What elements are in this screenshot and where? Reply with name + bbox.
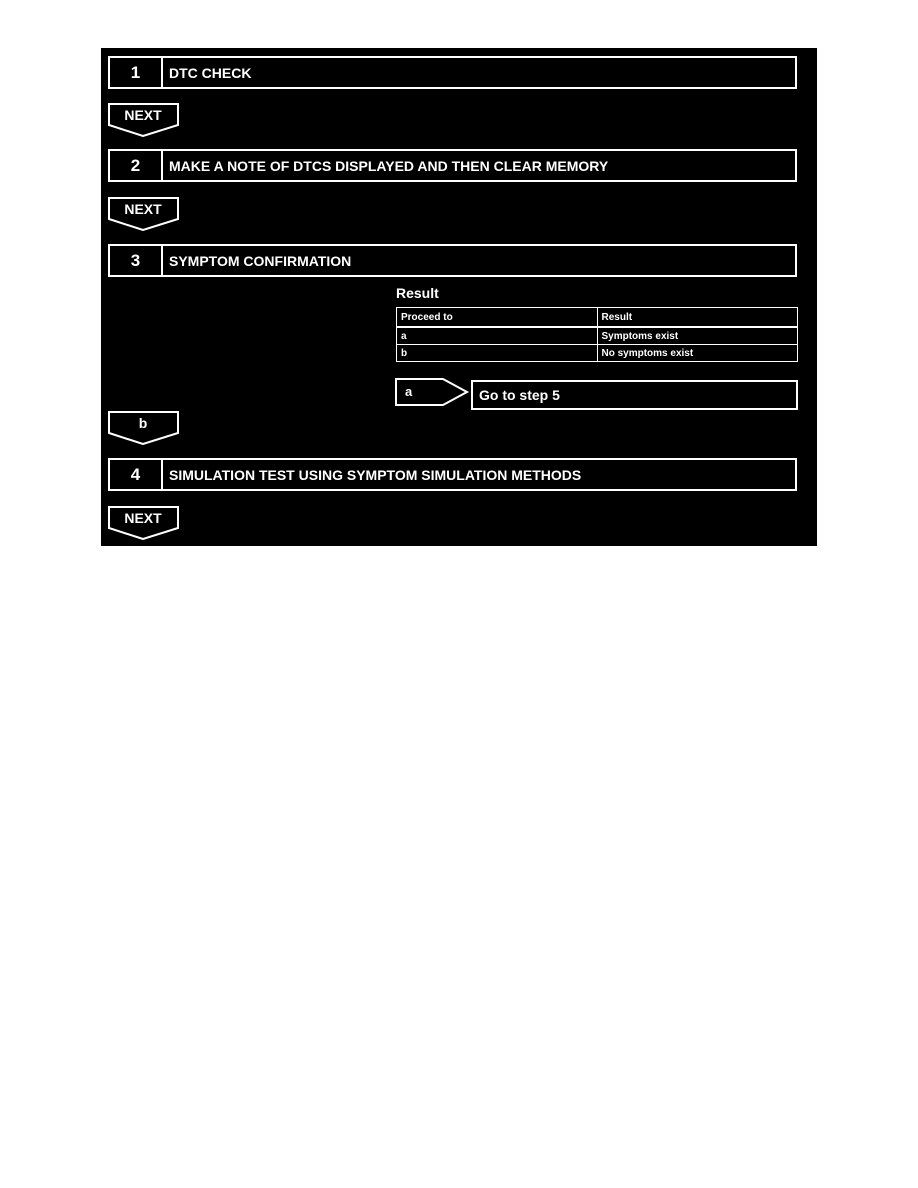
- step-2-title: MAKE A NOTE OF DTCS DISPLAYED AND THEN CLEAR MEMORY: [169, 157, 609, 174]
- step-3-box: [108, 244, 797, 277]
- result-table: [396, 307, 798, 362]
- branch-b-arrow: [108, 411, 180, 445]
- step-2-box: [108, 149, 797, 182]
- next-arrow-2: [108, 197, 180, 231]
- table-row: [397, 327, 798, 345]
- column-header-proceed-to: Proceed to: [397, 308, 598, 328]
- table-cell: b: [397, 345, 598, 362]
- step-4-number: 4: [110, 460, 163, 489]
- troubleshooting-flowchart: [101, 48, 817, 546]
- next-arrow-1: [108, 103, 180, 137]
- branch-b-label: b: [138, 415, 148, 431]
- step-1-number: 1: [110, 58, 163, 87]
- step-3-number: 3: [110, 246, 163, 275]
- goto-step-box: Go to step 5: [471, 380, 798, 410]
- step-2-number: 2: [110, 151, 163, 180]
- branch-a-label: a: [405, 384, 413, 399]
- step-1-box: [108, 56, 797, 89]
- step-4-title: SIMULATION TEST USING SYMPTOM SIMULATION METHODS: [169, 466, 582, 483]
- column-header-result: Result: [597, 308, 798, 328]
- result-heading: Result: [396, 285, 439, 301]
- next-arrow-4: [108, 506, 180, 540]
- step-1-title: DTC CHECK: [169, 64, 252, 81]
- next-label-4: NEXT: [124, 510, 162, 526]
- step-3-title: SYMPTOM CONFIRMATION: [169, 252, 352, 269]
- table-cell: Symptoms exist: [597, 327, 798, 345]
- table-cell: No symptoms exist: [597, 345, 798, 362]
- table-cell: a: [397, 327, 598, 345]
- next-label-1: NEXT: [124, 107, 162, 123]
- branch-a-arrow: [395, 378, 467, 406]
- result-table-header: [397, 308, 798, 328]
- next-label-2: NEXT: [124, 201, 162, 217]
- table-row: [397, 345, 798, 362]
- step-4-box: [108, 458, 797, 491]
